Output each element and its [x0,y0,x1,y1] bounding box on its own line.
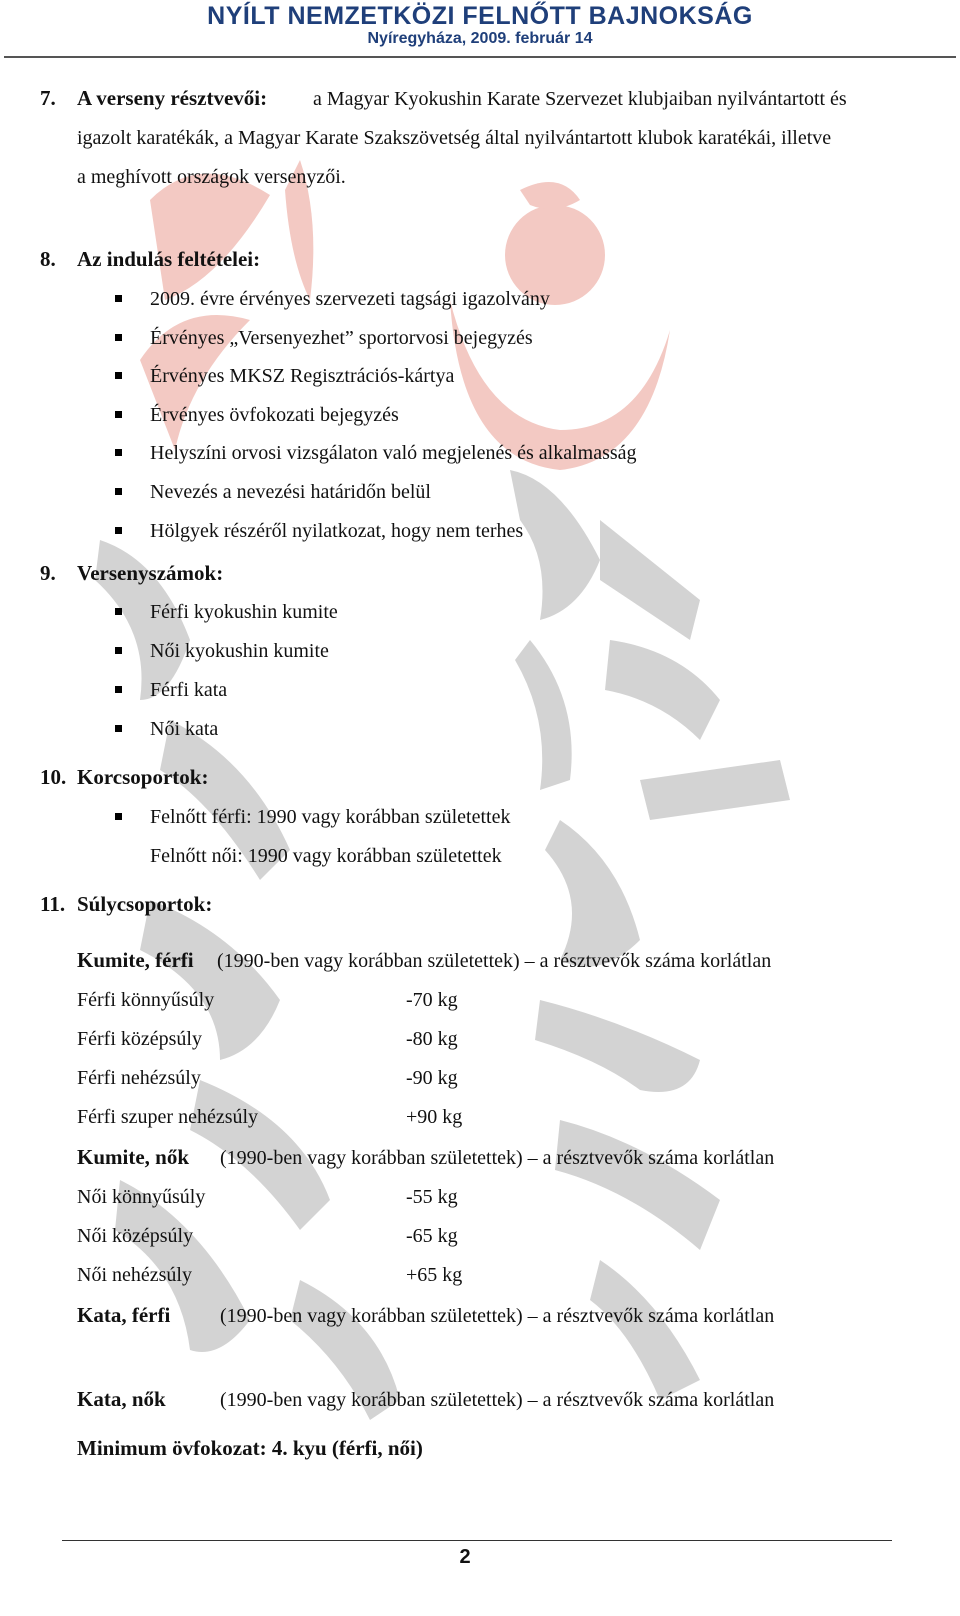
list-item: Nevezés a nevezési határidőn belül [150,481,431,503]
list-item: Érvényes övfokozati bejegyzés [150,404,399,426]
weight-class-name: Férfi szuper nehézsúly [77,1106,259,1128]
section-10-number: 10. [40,765,67,789]
bullet-icon [115,813,122,820]
page-number: 2 [459,1546,471,1568]
kumite-women-note: (1990-ben vagy korábban születettek) – a résztvevők száma korlátlan [220,1147,775,1169]
weight-class-name: Férfi könnyűsúly [77,989,215,1011]
weight-class-limit: -70 kg [406,989,458,1011]
weight-class-name: Női középsúly [77,1225,194,1247]
weight-class-limit: -55 kg [406,1186,458,1208]
bullet-icon [115,647,122,654]
list-item: Női kyokushin kumite [150,640,329,662]
bullet-icon [115,372,122,379]
list-item: Helyszíni orvosi vizsgálaton való megjelenés és alkalmasság [150,442,637,464]
footer-divider [62,1540,892,1541]
bullet-icon [115,295,122,302]
weight-class-limit: -90 kg [406,1067,458,1089]
section-7-title: A verseny résztvevői: [77,86,268,110]
kata-women-note: (1990-ben vagy korábban születettek) – a résztvevők száma korlátlan [220,1389,775,1411]
list-item: Érvényes „Versenyezhet” sportorvosi bejegyzés [150,327,533,349]
list-item: Hölgyek részéről nyilatkozat, hogy nem terhes [150,520,524,542]
document-title: NYÍLT NEMZETKÖZI FELNŐTT BAJNOKSÁG [207,2,753,30]
section-9-title: Versenyszámok: [77,561,224,585]
weight-class-name: Női nehézsúly [77,1264,192,1286]
section-7-number: 7. [40,86,56,110]
kata-men-note: (1990-ben vagy korábban születettek) – a résztvevők száma korlátlan [220,1305,775,1327]
minimum-belt-requirement: Minimum övfokozat: 4. kyu (férfi, női) [77,1436,423,1460]
weight-class-name: Férfi középsúly [77,1028,202,1050]
kata-women-label: Kata, nők [77,1387,166,1411]
section-8-number: 8. [40,247,56,271]
weight-class-limit: +65 kg [406,1264,463,1286]
list-item: 2009. évre érvényes szervezeti tagsági igazolvány [150,288,550,310]
weight-class-limit: -65 kg [406,1225,458,1247]
section-8-title: Az indulás feltételei: [77,247,261,271]
kumite-men-note: (1990-ben vagy korábban születettek) – a résztvevők száma korlátlan [217,950,772,972]
list-item: Férfi kata [150,679,228,701]
list-item: Felnőtt férfi: 1990 vagy korábban születettek [150,806,511,828]
weight-class-limit: +90 kg [406,1106,463,1128]
bullet-icon [115,411,122,418]
weight-class-name: Férfi nehézsúly [77,1067,201,1089]
kata-men-label: Kata, férfi [77,1303,171,1327]
section-7-text-line1: a Magyar Kyokushin Karate Szervezet klubjaiban nyilvántartott és [313,88,847,110]
section-11-number: 11. [40,892,66,916]
section-11-title: Súlycsoportok: [77,892,213,916]
list-item: Felnőtt női: 1990 vagy korábban születettek [150,845,502,867]
document-subtitle: Nyíregyháza, 2009. február 14 [367,30,593,47]
section-10-title: Korcsoportok: [77,765,209,789]
bullet-icon [115,334,122,341]
section-9-number: 9. [40,561,56,585]
bullet-icon [115,686,122,693]
weight-class-limit: -80 kg [406,1028,458,1050]
bullet-icon [115,449,122,456]
kumite-men-label: Kumite, férfi [77,948,194,972]
bullet-icon [115,608,122,615]
section-7-text-line2: igazolt karatékák, a Magyar Karate Szakszövetség által nyilvántartott klubok karatékái, illetve [77,127,832,149]
list-item: Férfi kyokushin kumite [150,601,338,623]
section-7-text-line3: a meghívott országok versenyzői. [77,166,346,188]
list-item: Érvényes MKSZ Regisztrációs-kártya [150,365,455,387]
weight-class-name: Női könnyűsúly [77,1186,206,1208]
bullet-icon [115,527,122,534]
bullet-icon [115,488,122,495]
bullet-icon [115,725,122,732]
kumite-women-label: Kumite, nők [77,1145,190,1169]
list-item: Női kata [150,718,219,740]
